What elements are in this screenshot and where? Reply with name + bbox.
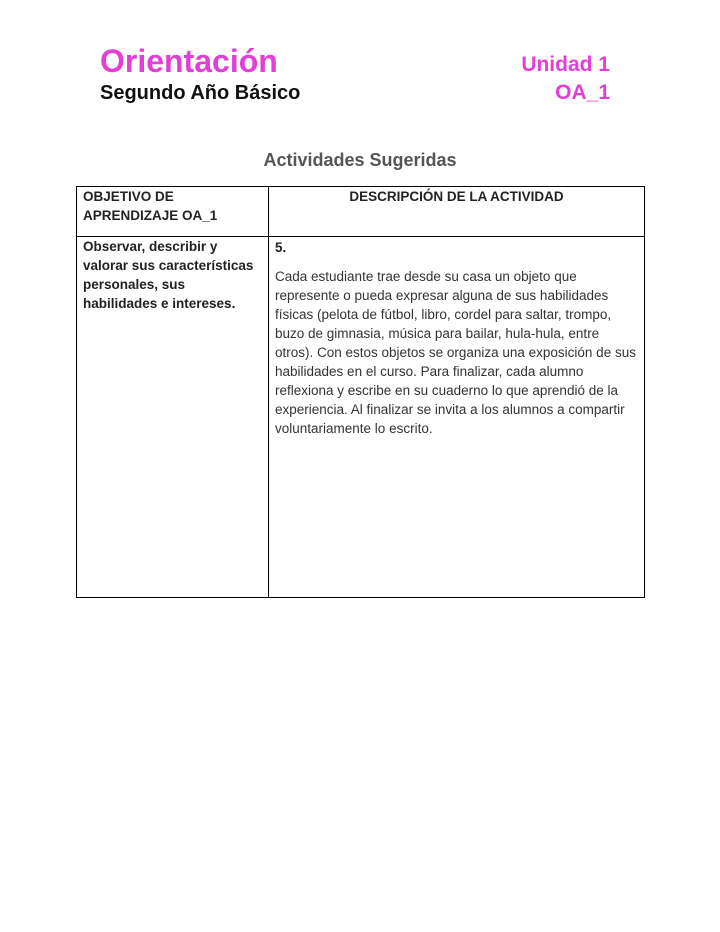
activity-text: Cada estudiante trae desde su casa un objeto que represente o pueda expresar alguna de sus habilidades físicas (pelota de fútbol, libro, cordel para saltar, trompo, buzo de gimnasia, música para bailar, hula-hula, entre otros). Con estos objetos se organiza una exposición de sus habilidades en el curso. Para finalizar, cada alumno reflexiona y escribe en su cuaderno lo que aprendió de la experiencia. Al finalizar se invita a los alumnos a compartir voluntariamente lo escrito.: [275, 269, 636, 436]
header-objective: OBJETIVO DE APRENDIZAJE OA_1: [77, 187, 269, 237]
section-title: Actividades Sugeridas: [263, 150, 457, 170]
document-header: [100, 42, 610, 108]
objective-cell: Observar, describir y valorar sus características personales, sus habilidades e intereses.: [77, 237, 269, 598]
grade-subtitle: Segundo Año Básico: [100, 82, 301, 104]
activities-table: [76, 186, 645, 598]
header-description: DESCRIPCIÓN DE LA ACTIVIDAD: [269, 187, 645, 237]
unit-label: Unidad 1: [521, 53, 610, 76]
activity-number: 5.: [275, 240, 287, 255]
subject-title: Orientación: [100, 43, 278, 79]
table-row: [77, 237, 645, 598]
table-header-row: [77, 187, 645, 237]
oa-label: OA_1: [555, 81, 610, 104]
activity-cell: [269, 237, 645, 598]
